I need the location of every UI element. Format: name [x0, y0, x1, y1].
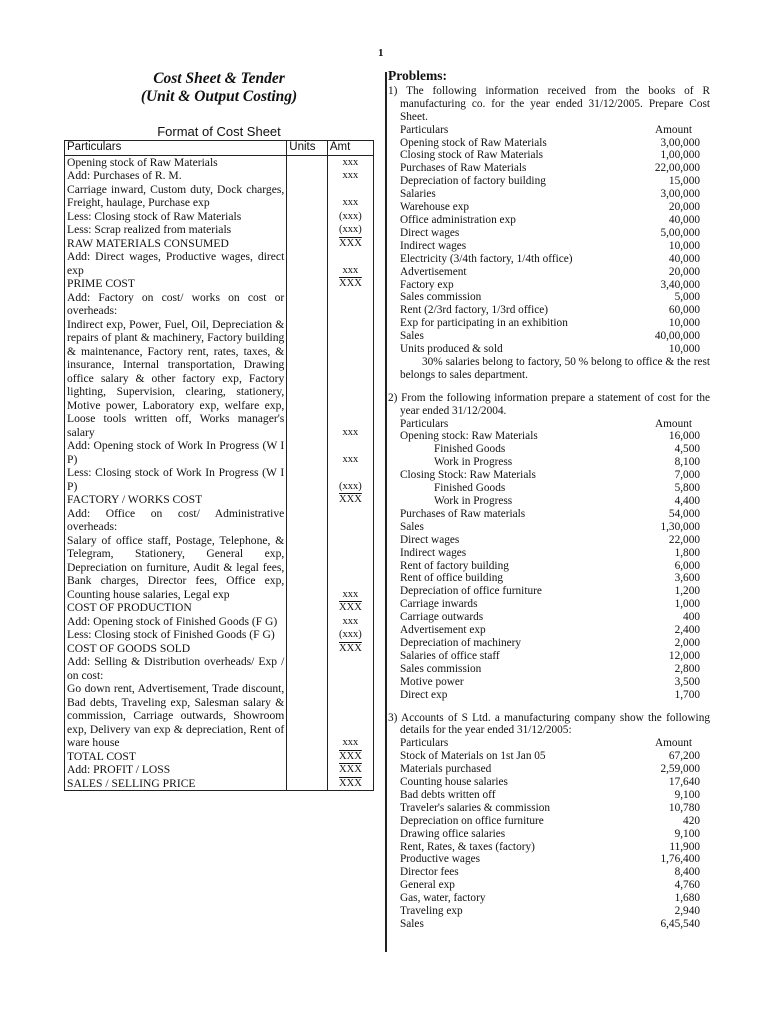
item-amount: 1,00,000	[660, 149, 700, 162]
item-amount: 3,00,000	[660, 136, 700, 149]
item-amount: 9,100	[674, 827, 700, 840]
item-amount: 9,100	[674, 788, 700, 801]
item-amount: 7,000	[674, 469, 700, 482]
table-row	[65, 655, 374, 682]
cost-row-particular: Less: Closing stock of Finished Goods (F G)	[65, 628, 287, 642]
problem-1-header-amount: Amount	[654, 123, 692, 136]
problem-3-rows	[388, 750, 710, 931]
cost-row-amount: xxx	[327, 169, 373, 183]
cost-row-units	[287, 601, 328, 615]
item-amount: 12,000	[668, 649, 700, 662]
item-amount: 8,100	[674, 456, 700, 469]
cost-row-units	[287, 534, 328, 602]
item-particular: Rent of factory building	[400, 559, 509, 572]
cost-row-units	[287, 466, 328, 493]
problem-1-note-text: 30% salaries belong to factory, 50 % belong to office & the rest belongs to sales department.	[400, 355, 710, 381]
list-item	[388, 534, 710, 547]
problem-3-header-particulars: Particulars	[400, 737, 449, 750]
item-particular: Bad debts written off	[400, 788, 496, 801]
cost-row-amount: $\overline{XXX}$	[327, 777, 373, 791]
item-particular: Sales commission	[400, 291, 482, 304]
cost-row-units	[287, 318, 328, 440]
item-amount: 17,640	[668, 776, 700, 789]
cost-row-amount: $\overline{XXX}$	[327, 237, 373, 251]
item-particular: Direct wages	[400, 226, 460, 239]
list-item	[388, 330, 710, 343]
item-particular: Gas, water, factory	[400, 892, 486, 905]
cost-row-particular: Add: Selling & Distribution overheads/ Exp / on cost:	[65, 655, 287, 682]
item-particular: Office administration exp	[400, 213, 516, 226]
problem-2	[388, 392, 710, 702]
table-row	[65, 291, 374, 318]
list-item	[388, 841, 710, 854]
item-amount: 40,000	[668, 213, 700, 226]
list-item	[388, 611, 710, 624]
cost-row-units	[287, 682, 328, 750]
cost-row-particular: TOTAL COST	[65, 750, 287, 764]
item-particular: Productive wages	[400, 853, 480, 866]
problem-2-rows	[388, 430, 710, 701]
item-particular: Salaries of office staff	[400, 649, 500, 662]
item-particular: Rent of office building	[400, 572, 504, 585]
table-row	[65, 493, 374, 507]
cost-row-particular: Salary of office staff, Postage, Telephone, & Telegram, Stationery, General exp, Depreciation on furniture, Audit & legal fees, Bank charges, Director fees, Office exp, Counting house salaries, Legal exp	[65, 534, 287, 602]
format-heading: Format of Cost Sheet	[157, 124, 281, 139]
column-divider	[385, 72, 387, 952]
cost-row-amount: $\overline{XXX}$	[327, 750, 373, 764]
item-amount: 22,000	[668, 533, 700, 546]
table-row	[65, 210, 374, 224]
cost-row-particular: SALES / SELLING PRICE	[65, 777, 287, 791]
item-particular: Opening stock: Raw Materials	[400, 430, 538, 443]
item-particular: Director fees	[400, 866, 459, 879]
problem-2-header-particulars: Particulars	[400, 417, 449, 430]
item-amount: 6,45,540	[660, 918, 700, 930]
document-title	[64, 70, 374, 106]
list-item	[388, 585, 710, 598]
list-item	[388, 317, 710, 330]
item-amount: 67,200	[668, 750, 700, 763]
right-column	[388, 70, 710, 931]
list-item	[388, 214, 710, 227]
item-particular: Closing stock of Raw Materials	[400, 149, 544, 162]
item-amount: 20,000	[668, 265, 700, 278]
item-particular: Sales	[400, 330, 424, 343]
item-amount: 11,900	[669, 840, 700, 853]
cost-row-units	[287, 183, 328, 210]
cost-row-amount: (xxx)	[327, 466, 373, 493]
cost-row-particular: PRIME COST	[65, 277, 287, 291]
list-item	[388, 905, 710, 918]
item-particular: Exp for participating in an exhibition	[400, 317, 568, 330]
list-item	[388, 304, 710, 317]
cost-row-amount: xxx	[327, 183, 373, 210]
cost-row-amount: $\overline{XXX}$	[327, 642, 373, 656]
table-row	[65, 155, 374, 169]
problem-3-header-amount: Amount	[654, 737, 692, 750]
cost-row-units	[287, 507, 328, 534]
cost-row-units	[287, 493, 328, 507]
cost-row-units	[287, 237, 328, 251]
item-particular: Direct wages	[400, 533, 460, 546]
item-amount: 1,700	[674, 688, 700, 701]
title-line-1: Cost Sheet & Tender	[153, 70, 285, 87]
table-row	[65, 615, 374, 629]
list-item	[388, 776, 710, 789]
problem-3	[388, 712, 710, 931]
item-amount: 420	[683, 814, 700, 827]
item-amount: 10,780	[668, 801, 700, 814]
cost-row-amount: xxx	[327, 682, 373, 750]
item-amount: 3,40,000	[660, 278, 700, 291]
item-amount: 16,000	[668, 430, 700, 443]
table-row	[65, 237, 374, 251]
item-particular: Stock of Materials on 1st Jan 05	[400, 750, 546, 763]
list-item	[388, 763, 710, 776]
list-item	[388, 137, 710, 150]
item-amount: 400	[683, 611, 700, 624]
item-amount: 2,59,000	[660, 763, 700, 776]
item-particular: Carriage outwards	[400, 611, 484, 624]
item-particular: Warehouse exp	[400, 201, 470, 214]
item-amount: 20,000	[668, 201, 700, 214]
item-amount: 40,00,000	[654, 330, 700, 343]
problem-1	[388, 85, 710, 382]
problem-1-intro: 1) The following information received from the books of R manufacturing co. for the year ended 31/12/2005. Prepare Cost Sheet.	[388, 84, 710, 123]
item-amount: 4,400	[674, 495, 700, 507]
cost-row-amount: $\overline{XXX}$	[327, 493, 373, 507]
item-particular: Traveling exp	[400, 905, 463, 918]
cost-row-units	[287, 277, 328, 291]
cost-row-amount: $\overline{XXX}$	[327, 601, 373, 615]
item-particular: Closing Stock: Raw Materials	[400, 469, 536, 482]
cost-row-amount	[327, 291, 373, 318]
cost-row-particular: Add: Direct wages, Productive wages, direct exp	[65, 250, 287, 277]
cost-row-amount: xxx	[327, 534, 373, 602]
cost-row-amount: xxx	[327, 155, 373, 169]
page-number: 1	[378, 47, 384, 59]
item-amount: 1,76,400	[660, 853, 700, 866]
list-item	[388, 508, 710, 521]
problems-title: Problems:	[388, 68, 447, 83]
cost-row-particular: Opening stock of Raw Materials	[65, 155, 287, 169]
item-particular: Finished Goods	[434, 482, 506, 495]
item-amount: 2,940	[674, 905, 700, 918]
list-item	[388, 291, 710, 304]
cost-row-amount: xxx	[327, 615, 373, 629]
item-particular: Traveler's salaries & commission	[400, 801, 551, 814]
list-item	[388, 175, 710, 188]
item-amount: 5,800	[674, 482, 700, 495]
cost-row-particular: Indirect exp, Power, Fuel, Oil, Depreciation & repairs of plant & machinery, Factory building & maintenance, Factory rent, rates, taxes, & insurance, Internal transportation, Drawing office salary & other factory exp, Factory lighting, Supervision, clearing, stationery, Motive power, Laboratory exp, welfare exp, Loose tools written off, Works manager's salary	[65, 318, 287, 440]
cost-row-particular: Add: Factory on cost/ works on cost or overheads:	[65, 291, 287, 318]
cost-row-particular: COST OF PRODUCTION	[65, 601, 287, 615]
cost-row-amount	[327, 655, 373, 682]
list-item	[388, 495, 710, 508]
cost-row-particular: Add: Opening stock of Work In Progress (W I P)	[65, 439, 287, 466]
table-row	[65, 534, 374, 602]
list-item	[388, 802, 710, 815]
cost-row-particular: RAW MATERIALS CONSUMED	[65, 237, 287, 251]
list-item	[388, 482, 710, 495]
title-line-2: (Unit & Output Costing)	[140, 88, 298, 105]
item-particular: Electricity (3/4th factory, 1/4th office)	[400, 252, 573, 265]
cost-row-units	[287, 210, 328, 224]
list-item	[388, 188, 710, 201]
cost-row-amount: (xxx)	[327, 628, 373, 642]
list-item	[388, 227, 710, 240]
table-row	[65, 601, 374, 615]
item-amount: 1,200	[674, 585, 700, 598]
item-particular: Depreciation of office furniture	[400, 585, 542, 598]
item-particular: Carriage inwards	[400, 598, 478, 611]
item-amount: 54,000	[668, 507, 700, 520]
list-item	[388, 750, 710, 763]
table-row	[65, 750, 374, 764]
item-particular: Salaries	[400, 188, 436, 201]
item-particular: Units produced & sold	[400, 343, 503, 356]
list-item	[388, 828, 710, 841]
item-particular: Advertisement	[400, 265, 467, 278]
item-particular: Advertisement exp	[400, 624, 486, 637]
cost-row-amount: $\overline{XXX}$	[327, 763, 373, 777]
table-row	[65, 682, 374, 750]
list-item	[388, 521, 710, 534]
list-item	[388, 162, 710, 175]
cost-row-particular: Go down rent, Advertisement, Trade discount, Bad debts, Traveling exp, Salesman salary & commission, Carriage outwards, Showroom exp, Delivery van exp & depreciation, Rent of ware house	[65, 682, 287, 750]
item-amount: 3,00,000	[660, 188, 700, 201]
cost-row-units	[287, 439, 328, 466]
list-item	[388, 918, 710, 931]
cost-row-particular: Add: PROFIT / LOSS	[65, 763, 287, 777]
list-item	[388, 689, 710, 702]
cost-row-amount: xxx	[327, 439, 373, 466]
table-row	[65, 250, 374, 277]
table-row	[65, 439, 374, 466]
list-item	[388, 560, 710, 573]
list-item	[388, 789, 710, 802]
item-amount: 2,400	[674, 624, 700, 637]
list-item	[388, 149, 710, 162]
table-row	[65, 466, 374, 493]
table-row	[65, 183, 374, 210]
item-amount: 4,760	[674, 879, 700, 892]
item-particular: Indirect wages	[400, 546, 467, 559]
list-item	[388, 866, 710, 879]
left-column	[64, 70, 374, 791]
list-item	[388, 469, 710, 482]
cost-row-units	[287, 615, 328, 629]
list-item	[388, 663, 710, 676]
cost-row-particular: FACTORY / WORKS COST	[65, 493, 287, 507]
cost-row-particular: Add: Opening stock of Finished Goods (F G)	[65, 615, 287, 629]
item-amount: 2,000	[674, 636, 700, 649]
table-row	[65, 223, 374, 237]
item-particular: Finished Goods	[434, 443, 506, 456]
item-amount: 10,000	[668, 343, 700, 356]
cost-row-amount: xxx	[327, 250, 373, 277]
cost-sheet-table	[64, 140, 374, 791]
cost-row-units	[287, 169, 328, 183]
item-amount: 5,000	[674, 291, 700, 304]
list-item	[388, 253, 710, 266]
item-particular: Purchases of Raw materials	[400, 507, 526, 520]
cost-row-amount: (xxx)	[327, 210, 373, 224]
header-particulars: Particulars	[65, 141, 287, 156]
item-particular: Work in Progress	[434, 495, 513, 507]
cost-row-amount: xxx	[327, 318, 373, 440]
cost-row-particular: COST OF GOODS SOLD	[65, 642, 287, 656]
item-particular: Depreciation on office furniture	[400, 814, 544, 827]
list-item	[388, 892, 710, 905]
list-item	[388, 650, 710, 663]
list-item	[388, 879, 710, 892]
item-particular: Direct exp	[400, 688, 448, 701]
problem-1-note	[388, 356, 710, 382]
cost-row-particular: Less: Closing stock of Raw Materials	[65, 210, 287, 224]
item-amount: 1,680	[674, 892, 700, 905]
list-item	[388, 815, 710, 828]
item-amount: 10,000	[668, 239, 700, 252]
item-amount: 4,500	[674, 443, 700, 456]
problem-2-header	[388, 418, 710, 431]
item-particular: Indirect wages	[400, 239, 467, 252]
table-row	[65, 318, 374, 440]
item-amount: 60,000	[668, 304, 700, 317]
item-amount: 3,600	[674, 572, 700, 585]
list-item	[388, 343, 710, 356]
problem-3-header	[388, 737, 710, 750]
table-row	[65, 169, 374, 183]
item-particular: Counting house salaries	[400, 776, 508, 789]
cost-row-units	[287, 655, 328, 682]
item-amount: 2,800	[674, 662, 700, 675]
problem-1-header-particulars: Particulars	[400, 123, 449, 136]
list-item	[388, 279, 710, 292]
cost-row-units	[287, 291, 328, 318]
list-item	[388, 201, 710, 214]
cost-row-units	[287, 750, 328, 764]
item-amount: 1,30,000	[660, 520, 700, 533]
item-amount: 22,00,000	[654, 162, 700, 175]
item-particular: Rent (2/3rd factory, 1/3rd office)	[400, 304, 549, 317]
cost-row-units	[287, 155, 328, 169]
table-row	[65, 277, 374, 291]
problem-2-header-amount: Amount	[654, 417, 692, 430]
cost-sheet-body	[65, 155, 374, 791]
cost-row-particular: Add: Office on cost/ Administrative overheads:	[65, 507, 287, 534]
item-particular: General exp	[400, 879, 455, 892]
item-amount: 3,500	[674, 675, 700, 688]
item-particular: Factory exp	[400, 278, 454, 291]
list-item	[388, 443, 710, 456]
list-item	[388, 456, 710, 469]
cost-row-units	[287, 223, 328, 237]
item-particular: Rent, Rates, & taxes (factory)	[400, 840, 535, 853]
item-particular: Sales	[400, 520, 424, 533]
list-item	[388, 853, 710, 866]
table-row	[65, 777, 374, 791]
header-units: Units	[287, 141, 328, 156]
item-particular: Opening stock of Raw Materials	[400, 136, 547, 149]
cost-row-units	[287, 642, 328, 656]
item-amount: 1,000	[674, 598, 700, 611]
item-particular: Purchases of Raw Materials	[400, 162, 527, 175]
header-amt: Amt	[327, 141, 373, 156]
list-item	[388, 676, 710, 689]
cost-row-particular: Less: Scrap realized from materials	[65, 223, 287, 237]
item-amount: 5,00,000	[660, 226, 700, 239]
list-item	[388, 547, 710, 560]
table-row	[65, 763, 374, 777]
list-item	[388, 266, 710, 279]
item-particular: Depreciation of factory building	[400, 175, 546, 188]
cost-row-units	[287, 777, 328, 791]
item-amount: 15,000	[668, 175, 700, 188]
list-item	[388, 637, 710, 650]
cost-row-amount: (xxx)	[327, 223, 373, 237]
list-item	[388, 572, 710, 585]
cost-row-units	[287, 763, 328, 777]
table-row	[65, 628, 374, 642]
problem-2-intro: 2) From the following information prepare a statement of cost for the year ended 31/12/2004.	[388, 391, 710, 417]
problem-3-intro: 3) Accounts of S Ltd. a manufacturing company show the following details for the year ended 31/12/2005:	[388, 711, 710, 737]
item-amount: 10,000	[668, 317, 700, 330]
problem-1-header	[388, 124, 710, 137]
table-row	[65, 507, 374, 534]
item-particular: Depreciation of machinery	[400, 636, 522, 649]
cost-row-units	[287, 250, 328, 277]
item-particular: Materials purchased	[400, 763, 492, 776]
item-particular: Motive power	[400, 675, 464, 688]
list-item	[388, 624, 710, 637]
cost-row-particular: Less: Closing stock of Work In Progress (W I P)	[65, 466, 287, 493]
item-particular: Sales	[400, 918, 424, 930]
item-particular: Drawing office salaries	[400, 827, 506, 840]
cost-row-amount: $\overline{XXX}$	[327, 277, 373, 291]
cost-row-amount	[327, 507, 373, 534]
list-item	[388, 240, 710, 253]
item-amount: 1,800	[674, 546, 700, 559]
table-row	[65, 642, 374, 656]
item-amount: 8,400	[674, 866, 700, 879]
list-item	[388, 598, 710, 611]
item-particular: Sales commission	[400, 662, 482, 675]
problem-1-rows	[388, 137, 710, 356]
cost-row-particular: Add: Purchases of R. M.	[65, 169, 287, 183]
item-amount: 6,000	[674, 559, 700, 572]
list-item	[388, 430, 710, 443]
item-particular: Work in Progress	[434, 456, 513, 469]
cost-row-units	[287, 628, 328, 642]
item-amount: 40,000	[668, 252, 700, 265]
cost-row-particular: Carriage inward, Custom duty, Dock charges, Freight, haulage, Purchase exp	[65, 183, 287, 210]
